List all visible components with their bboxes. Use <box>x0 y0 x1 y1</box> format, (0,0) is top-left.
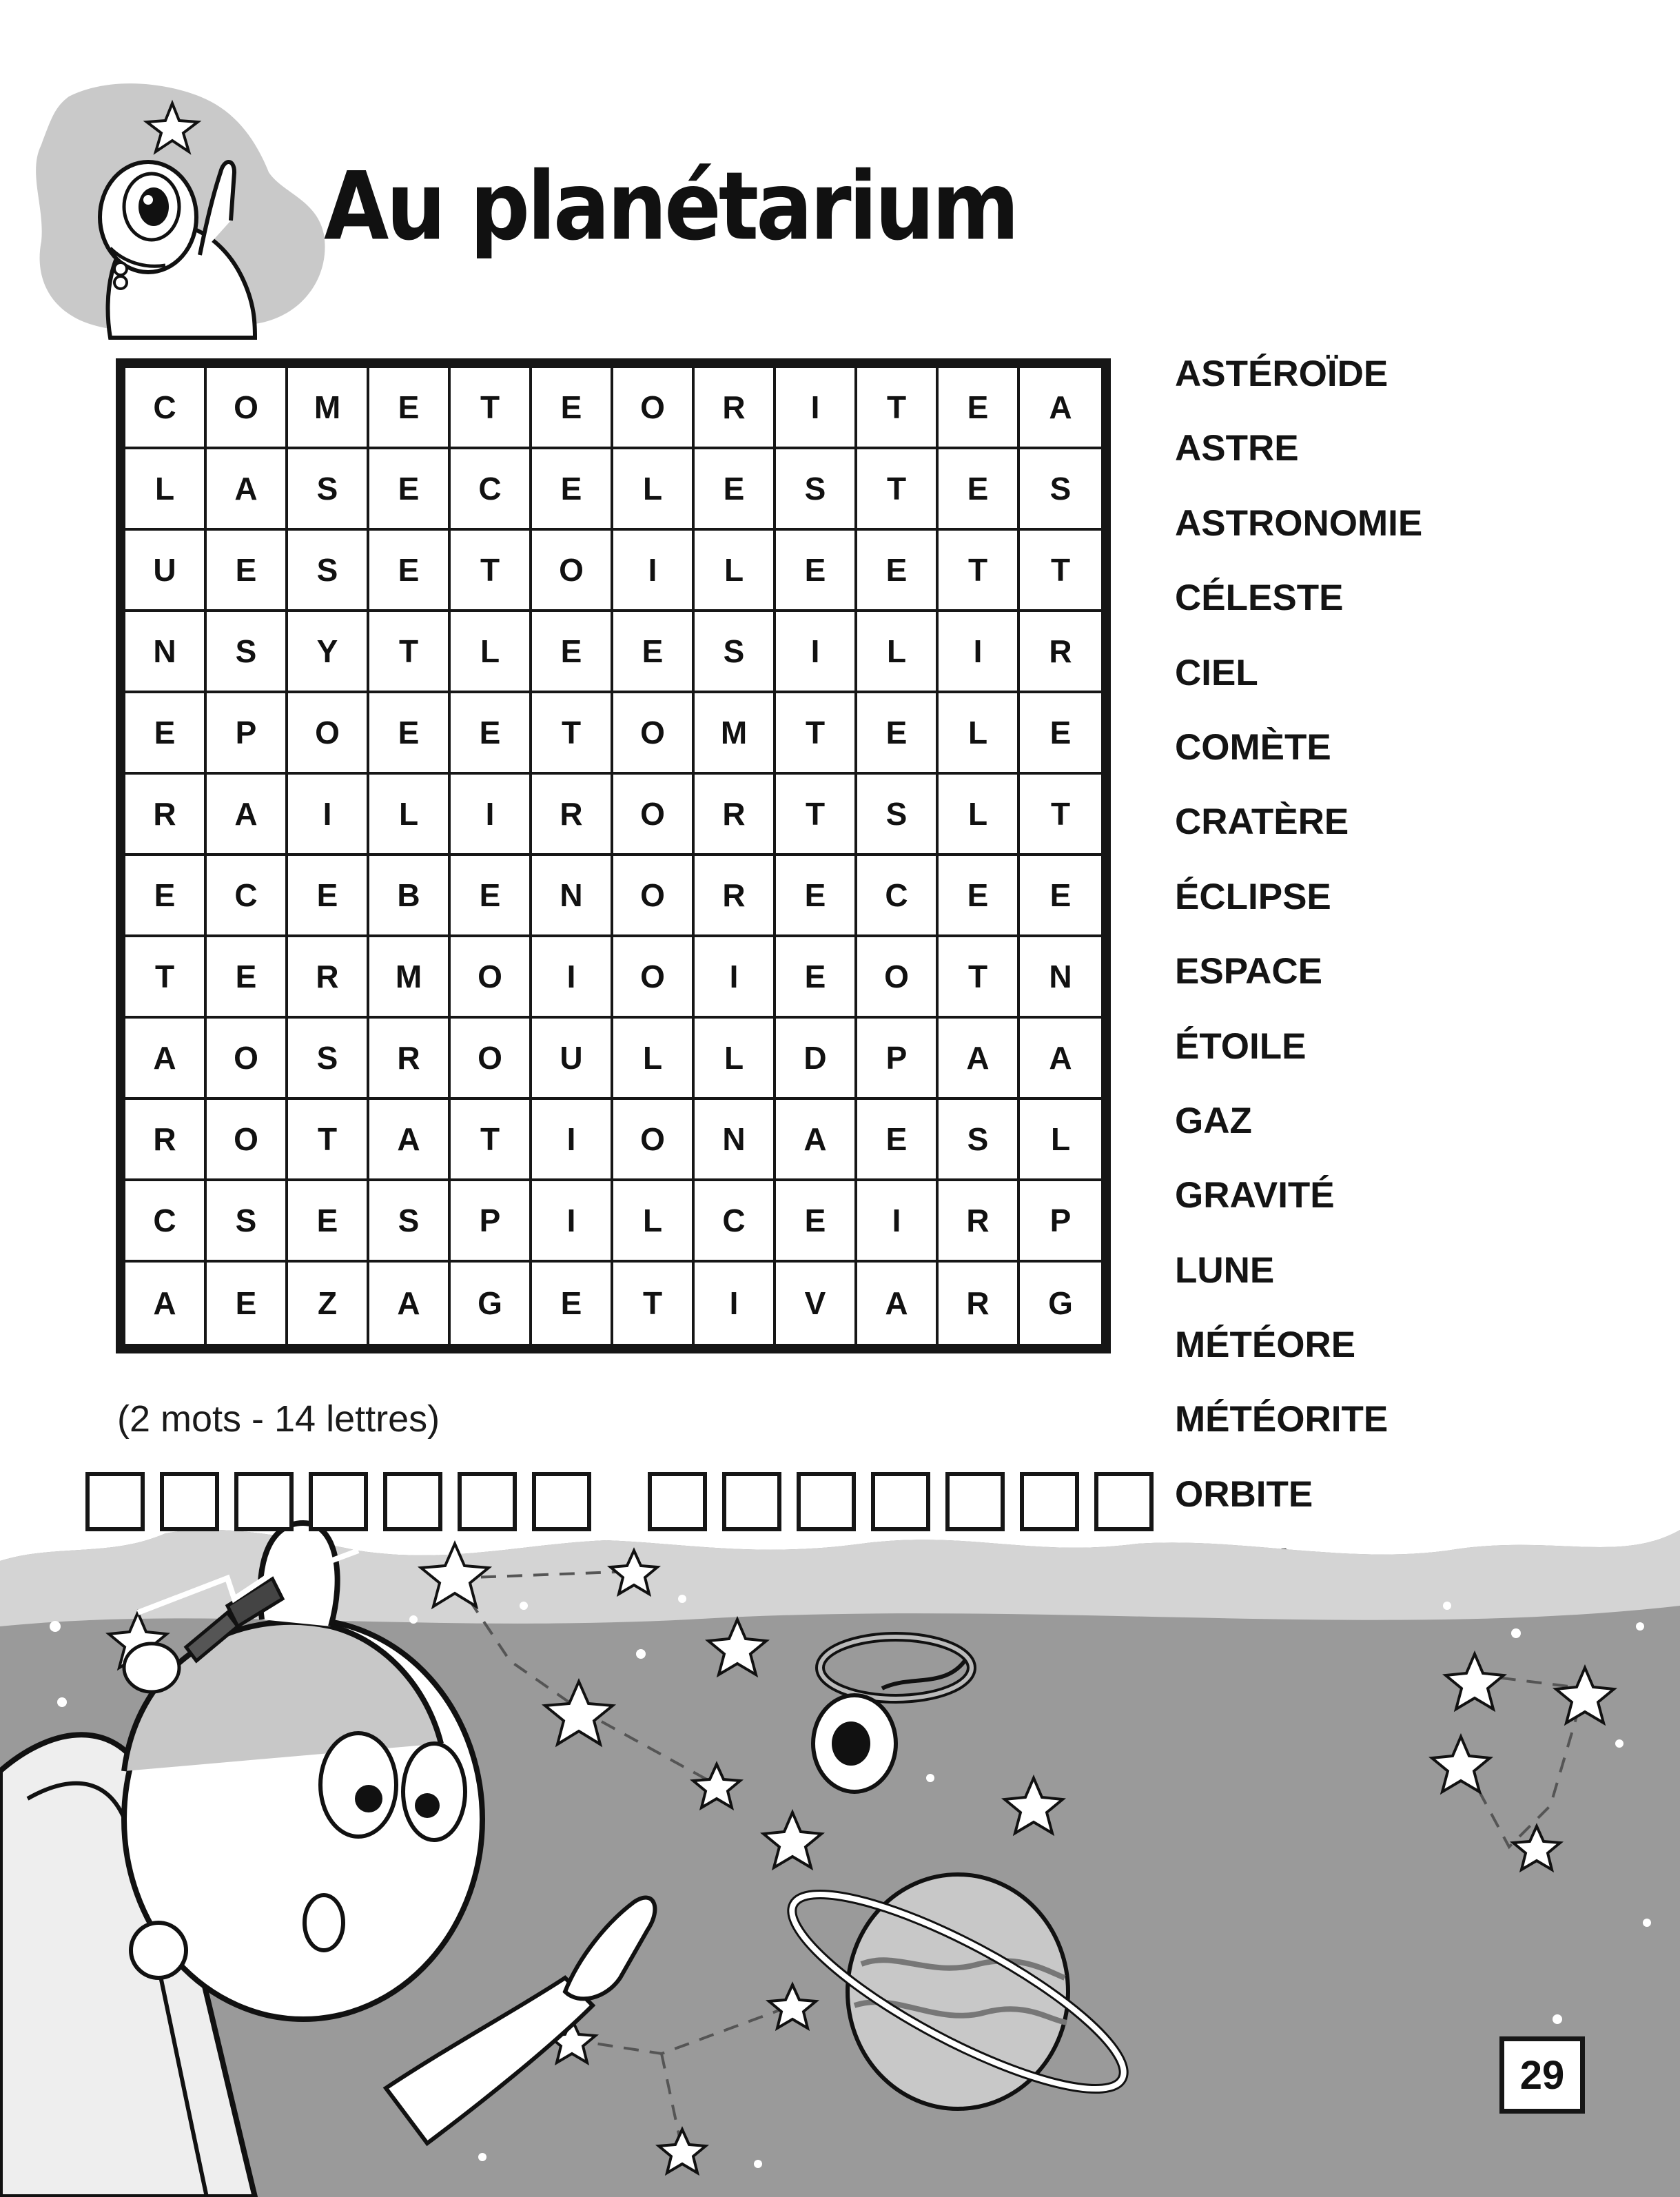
word-list-item: COMÈTE <box>1175 726 1331 768</box>
word-list-item: GRAVITÉ <box>1175 1175 1335 1216</box>
grid-cell[interactable]: E <box>369 693 451 775</box>
grid-cell[interactable]: T <box>613 1263 695 1344</box>
answer-letter-box[interactable] <box>532 1472 591 1531</box>
grid-cell[interactable]: G <box>1048 1285 1073 1321</box>
grid-cell[interactable]: A <box>1020 368 1101 449</box>
grid-cell[interactable]: B <box>369 856 451 937</box>
grid-cell[interactable]: U <box>532 1019 613 1100</box>
grid-cell[interactable]: O <box>288 693 369 775</box>
grid-cell[interactable]: O <box>613 1100 695 1181</box>
answer-letter-box[interactable] <box>85 1472 145 1531</box>
grid-cell[interactable]: A <box>1020 1019 1101 1100</box>
word-list-item: ÉCLIPSE <box>1175 876 1331 917</box>
grid-cell[interactable]: I <box>613 531 695 612</box>
grid-cell[interactable]: L <box>695 531 776 612</box>
grid-cell[interactable]: A <box>939 1019 1020 1100</box>
grid-cell[interactable]: E <box>776 1181 857 1263</box>
grid-cell[interactable]: R <box>939 1181 1020 1263</box>
grid-cell[interactable]: R <box>288 937 369 1019</box>
grid-cell[interactable]: E <box>857 531 939 612</box>
answer-letter-box[interactable] <box>722 1472 781 1531</box>
answer-letter-box[interactable] <box>458 1472 517 1531</box>
grid-cell[interactable]: I <box>857 1181 939 1263</box>
grid-cell[interactable]: S <box>939 1100 1020 1181</box>
answer-letter-box[interactable] <box>871 1472 930 1531</box>
grid-cell[interactable]: M <box>695 693 776 775</box>
grid-cell[interactable]: N <box>532 856 613 937</box>
grid-cell[interactable]: T <box>125 937 207 1019</box>
answer-letter-box[interactable] <box>648 1472 707 1531</box>
grid-cell[interactable]: T <box>532 693 613 775</box>
word-list-item: ESPACE <box>1175 951 1323 992</box>
grid-cell[interactable]: O <box>613 368 695 449</box>
grid-cell[interactable]: T <box>939 937 1020 1019</box>
grid-cell[interactable]: U <box>125 531 207 612</box>
word-list-item: ASTRE <box>1175 428 1299 469</box>
grid-cell[interactable]: O <box>613 775 695 856</box>
grid-cell[interactable]: A <box>369 1100 451 1181</box>
grid-cell[interactable]: I <box>939 612 1020 693</box>
grid-cell[interactable]: S <box>1020 449 1101 531</box>
grid-cell[interactable]: S <box>369 1181 451 1263</box>
grid-cell[interactable]: G <box>451 1263 532 1344</box>
grid-cell[interactable]: E <box>939 449 1020 531</box>
grid-cell[interactable]: A <box>207 449 288 531</box>
grid-cell[interactable]: T <box>939 531 1020 612</box>
answer-letter-box[interactable] <box>797 1472 856 1531</box>
grid-cell[interactable]: A <box>125 1019 207 1100</box>
grid-cell[interactable]: I <box>695 937 776 1019</box>
grid-cell[interactable]: O <box>532 531 613 612</box>
word-list-item: ASTÉROÏDE <box>1175 354 1389 394</box>
word-search-grid <box>116 358 1111 1353</box>
grid-cell[interactable]: C <box>125 368 207 449</box>
grid-cell[interactable]: T <box>451 1100 532 1181</box>
grid-cell[interactable]: C <box>857 856 939 937</box>
grid-cell[interactable]: E <box>288 856 369 937</box>
grid-cell[interactable]: O <box>613 693 695 775</box>
grid-cell[interactable]: E <box>1020 856 1101 937</box>
grid-cell[interactable]: C <box>451 449 532 531</box>
grid-cell[interactable]: I <box>776 368 857 449</box>
word-list-item: ORBITE <box>1175 1473 1313 1515</box>
grid-cell[interactable]: T <box>776 775 857 856</box>
grid-cell[interactable]: Z <box>288 1263 369 1344</box>
grid-cell[interactable]: L <box>939 775 1020 856</box>
grid-cell[interactable]: C <box>695 1181 776 1263</box>
planetarium-scene-illustration <box>0 1482 1680 2197</box>
grid-cell[interactable]: T <box>451 531 532 612</box>
word-list-item: CÉLESTE <box>1175 578 1344 619</box>
word-list-item: LUNE <box>1175 1249 1275 1291</box>
grid-cell[interactable]: R <box>1020 612 1101 693</box>
grid-cell[interactable]: L <box>369 775 451 856</box>
word-list-item: GAZ <box>1175 1100 1252 1141</box>
grid-cell[interactable]: L <box>125 449 207 531</box>
grid-cell[interactable]: E <box>125 693 207 775</box>
grid-cell[interactable]: I <box>532 937 613 1019</box>
grid-cell[interactable]: R <box>125 1100 207 1181</box>
grid-cell[interactable]: E <box>1020 693 1101 775</box>
grid-cell[interactable]: S <box>857 775 939 856</box>
answer-letter-box[interactable] <box>1094 1472 1154 1531</box>
grid-cell[interactable]: E <box>532 612 613 693</box>
grid-cell[interactable]: O <box>613 937 695 1019</box>
grid-cell[interactable]: M <box>369 937 451 1019</box>
grid-cell[interactable]: V <box>776 1263 857 1344</box>
grid-cell[interactable]: E <box>939 856 1020 937</box>
grid-cell[interactable]: L <box>695 1019 776 1100</box>
grid-cell[interactable]: R <box>695 368 776 449</box>
page-title: Au planétarium <box>324 152 1017 262</box>
grid-cell[interactable]: S <box>288 449 369 531</box>
word-list-item: MÉTÉORE <box>1175 1325 1356 1366</box>
grid-cell[interactable]: E <box>939 368 1020 449</box>
grid-cell[interactable]: C <box>207 856 288 937</box>
grid-cell[interactable]: I <box>532 1181 613 1263</box>
grid-cell[interactable]: E <box>125 856 207 937</box>
grid-cell[interactable]: R <box>532 775 613 856</box>
grid-cell[interactable]: T <box>369 612 451 693</box>
answer-letter-box[interactable] <box>1020 1472 1079 1531</box>
grid-cell[interactable]: Y <box>288 612 369 693</box>
grid-cell[interactable]: I <box>451 775 532 856</box>
word-list-item: CRATÈRE <box>1175 801 1349 843</box>
grid-cell[interactable]: T <box>857 368 939 449</box>
grid-cell[interactable]: O <box>451 1019 532 1100</box>
grid-cell[interactable]: E <box>613 612 695 693</box>
grid-cell[interactable]: E <box>695 449 776 531</box>
grid-cell[interactable]: N <box>695 1100 776 1181</box>
grid-cell[interactable]: E <box>207 1263 288 1344</box>
grid-cell[interactable]: A <box>125 1263 207 1344</box>
grid-cell[interactable]: R <box>939 1263 1020 1344</box>
grid-cell[interactable]: E <box>857 693 939 775</box>
grid-cell[interactable]: T <box>451 368 532 449</box>
answer-letter-box[interactable] <box>945 1472 1005 1531</box>
hint-text: (2 mots - 14 lettres) <box>117 1398 440 1440</box>
grid-cell[interactable]: T <box>1020 775 1101 856</box>
grid-cell[interactable]: D <box>776 1019 857 1100</box>
grid-cell[interactable]: O <box>207 368 288 449</box>
grid-cell[interactable]: S <box>288 1019 369 1100</box>
grid-cell[interactable]: E <box>369 368 451 449</box>
grid-cell[interactable]: L <box>451 612 532 693</box>
grid-cell[interactable]: E <box>532 1263 613 1344</box>
grid-cell[interactable]: A <box>776 1100 857 1181</box>
grid-cell[interactable]: L <box>613 449 695 531</box>
grid-cell[interactable]: S <box>695 612 776 693</box>
grid-cell[interactable]: O <box>451 937 532 1019</box>
grid-cell[interactable]: E <box>207 531 288 612</box>
word-list-item: ASTRONOMIE <box>1175 502 1423 544</box>
grid-cell[interactable]: A <box>857 1263 939 1344</box>
grid-cell[interactable]: P <box>1020 1181 1101 1263</box>
grid-cell[interactable]: C <box>125 1181 207 1263</box>
grid-cell[interactable]: A <box>369 1263 451 1344</box>
grid-cell[interactable]: E <box>369 449 451 531</box>
grid-cell[interactable]: R <box>695 775 776 856</box>
grid-cell[interactable]: S <box>776 449 857 531</box>
word-list-item: CIEL <box>1175 652 1258 693</box>
grid-cell[interactable]: T <box>857 449 939 531</box>
grid-cell[interactable]: L <box>613 1181 695 1263</box>
grid-cell[interactable]: E <box>776 937 857 1019</box>
grid-cell[interactable]: L <box>857 612 939 693</box>
grid-cell[interactable]: R <box>125 775 207 856</box>
answer-letter-box[interactable] <box>234 1472 294 1531</box>
grid-cell[interactable]: O <box>207 1019 288 1100</box>
grid-cell[interactable]: R <box>695 856 776 937</box>
grid-cell[interactable]: E <box>776 856 857 937</box>
grid-cell[interactable]: E <box>369 531 451 612</box>
grid-cell[interactable]: E <box>532 368 613 449</box>
grid-cell[interactable]: S <box>288 531 369 612</box>
grid-cell[interactable]: P <box>857 1019 939 1100</box>
grid-cell[interactable]: I <box>288 775 369 856</box>
grid-cell[interactable]: S <box>207 612 288 693</box>
grid-cell[interactable]: P <box>451 1181 532 1263</box>
grid-cell[interactable]: P <box>207 693 288 775</box>
grid-cell[interactable]: E <box>207 937 288 1019</box>
answer-letter-box[interactable] <box>309 1472 368 1531</box>
grid-cell[interactable]: E <box>857 1100 939 1181</box>
grid-cell[interactable]: T <box>776 693 857 775</box>
grid-cell[interactable]: I <box>695 1263 776 1344</box>
grid-cell[interactable]: N <box>1020 937 1101 1019</box>
grid-cell[interactable]: E <box>776 531 857 612</box>
grid-cell[interactable]: N <box>125 612 207 693</box>
grid-cell[interactable]: L <box>1020 1100 1101 1181</box>
grid-cell[interactable]: O <box>857 937 939 1019</box>
grid-cell[interactable]: E <box>288 1181 369 1263</box>
grid-cell[interactable]: E <box>451 856 532 937</box>
grid-cell[interactable]: E <box>451 693 532 775</box>
answer-letter-box[interactable] <box>160 1472 219 1531</box>
grid-cell[interactable]: M <box>288 368 369 449</box>
grid-cell[interactable]: I <box>776 612 857 693</box>
word-list-item: ÉTOILE <box>1175 1025 1307 1067</box>
grid-cell[interactable]: O <box>613 856 695 937</box>
grid-cell[interactable]: E <box>532 449 613 531</box>
grid-cell[interactable]: A <box>207 775 288 856</box>
answer-letter-box[interactable] <box>383 1472 442 1531</box>
grid-cell[interactable]: T <box>1020 531 1101 612</box>
grid-cell[interactable]: L <box>613 1019 695 1100</box>
grid-cell[interactable]: O <box>207 1100 288 1181</box>
grid-cell[interactable]: S <box>207 1181 288 1263</box>
grid-cell[interactable]: T <box>288 1100 369 1181</box>
grid-cell[interactable]: R <box>369 1019 451 1100</box>
mascot-header-illustration <box>28 69 338 345</box>
page-number: 29 <box>1499 2036 1585 2114</box>
grid-cell[interactable]: I <box>532 1100 613 1181</box>
word-list-item: MÉTÉORITE <box>1175 1399 1389 1440</box>
grid-cell[interactable]: L <box>939 693 1020 775</box>
